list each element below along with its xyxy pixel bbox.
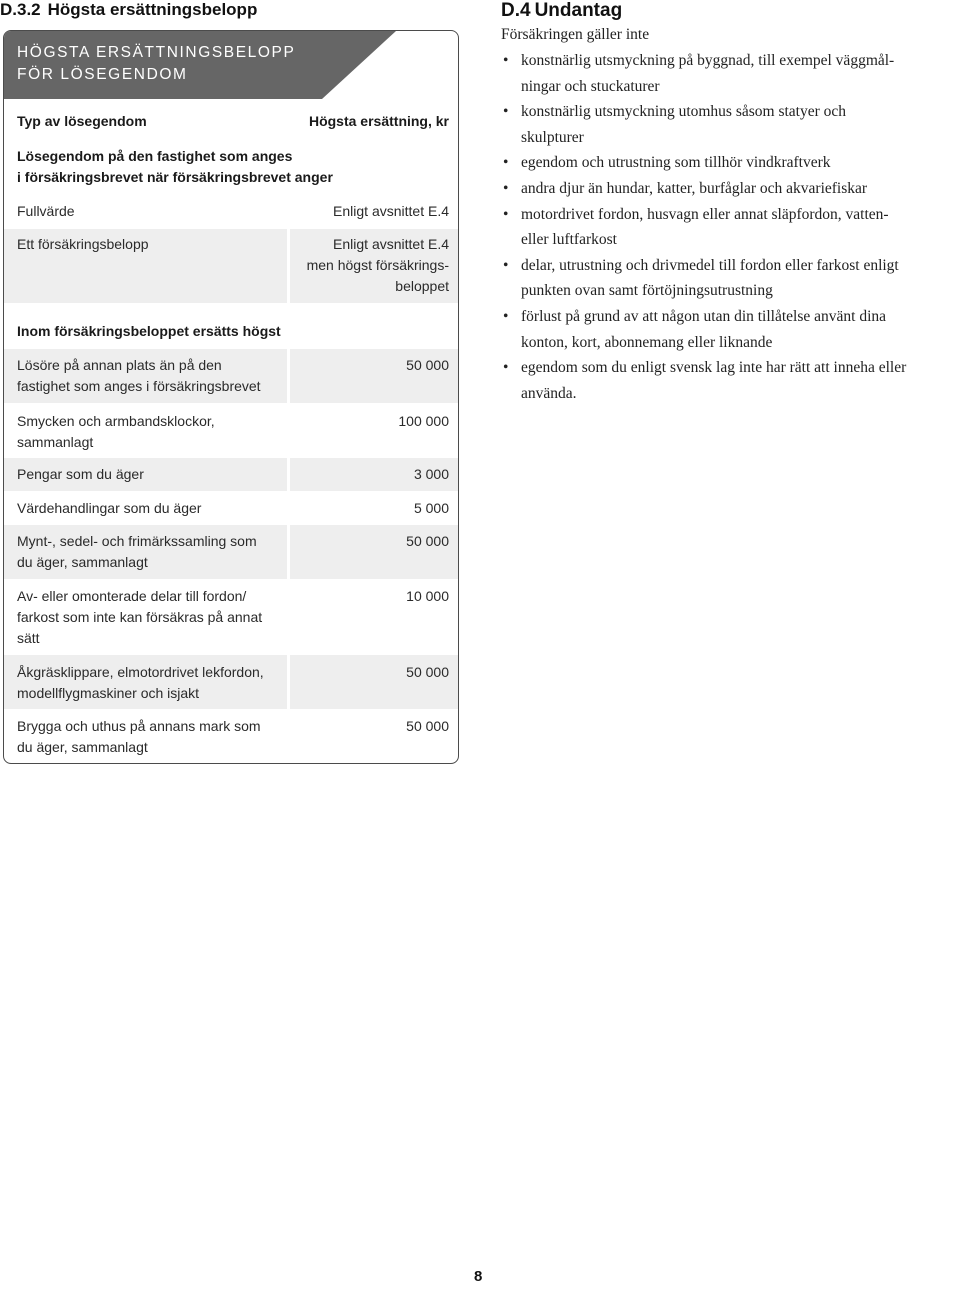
list-item-line: konstnärlig utsmyckning på byggnad, till exempel väggmål- bbox=[521, 52, 895, 69]
row-fullvarde bbox=[4, 195, 459, 229]
losore-line-1: Lösöre på annan plats än på den bbox=[17, 357, 222, 373]
section-title: Högsta ersättningsbelopp bbox=[47, 0, 258, 19]
compensation-table bbox=[3, 30, 459, 764]
mynt-value: 50 000 bbox=[406, 533, 449, 549]
losegendom-label bbox=[17, 146, 457, 188]
brygga-label bbox=[17, 716, 285, 758]
list-item-line: punkten ovan samt förtöjningsutrustning bbox=[521, 282, 773, 300]
header-left: Typ av lösegendom bbox=[17, 113, 147, 129]
mynt-label bbox=[17, 531, 285, 573]
header-right: Högsta ersättning, kr bbox=[308, 113, 449, 129]
list-item-line: förlust på grund av att någon utan din tillåtelse använt dina bbox=[521, 307, 887, 325]
row-pengar bbox=[4, 458, 459, 491]
ett-value bbox=[249, 234, 449, 297]
list-item bbox=[501, 202, 960, 253]
row-ett-forsakringsbelopp bbox=[4, 229, 459, 303]
undantag-number: D.4 bbox=[501, 0, 531, 21]
list-item bbox=[501, 150, 960, 176]
brygga-line-2: du äger, sammanlagt bbox=[17, 739, 148, 755]
smycken-line-1: Smycken och armbandsklockor, bbox=[17, 413, 215, 429]
mynt-line-1: Mynt-, sedel- och frimärkssamling som bbox=[17, 533, 257, 549]
pengar-label: Pengar som du äger bbox=[17, 466, 144, 482]
list-item-line: eller luftfarkost bbox=[521, 231, 617, 249]
undantag-title: Undantag bbox=[534, 0, 623, 21]
undantag-intro: Försäkringen gäller inte bbox=[501, 26, 650, 43]
list-item bbox=[501, 253, 960, 304]
bullet-icon: • bbox=[503, 154, 509, 172]
list-item-line: motordrivet fordon, husvagn eller annat släpfordon, vatten- bbox=[521, 205, 889, 223]
page-number: 8 bbox=[474, 1268, 483, 1285]
varde-label: Värdehandlingar som du äger bbox=[17, 500, 202, 516]
list-item-line: konton, kort, abonnemang eller liknande bbox=[521, 333, 773, 351]
undantag-list bbox=[501, 48, 960, 406]
list-item bbox=[501, 176, 960, 202]
list-item bbox=[501, 355, 960, 406]
banner-line-1: HÖGSTA ERSÄTTNINGSBELOPP bbox=[17, 44, 296, 61]
varde-value: 5 000 bbox=[413, 500, 449, 516]
ett-value-line-1: Enligt avsnittet E.4 bbox=[333, 236, 449, 252]
row-smycken bbox=[4, 403, 459, 458]
delar-line-3: sätt bbox=[17, 630, 40, 646]
smycken-line-2: sammanlagt bbox=[17, 434, 94, 450]
list-item bbox=[501, 48, 960, 99]
losegendom-line-2: i försäkringsbrevet när försäkringsbrevet anger bbox=[17, 169, 333, 185]
ak-line-1: Åkgräsklippare, elmotordrivet lekfordon, bbox=[17, 664, 264, 680]
ak-label bbox=[17, 662, 285, 704]
ett-label: Ett försäkringsbelopp bbox=[17, 236, 149, 252]
table-banner-title bbox=[17, 42, 295, 86]
list-item-line: konstnärlig utsmyckning utomhus såsom statyer och bbox=[521, 103, 847, 121]
bullet-icon: • bbox=[503, 307, 509, 325]
bullet-icon: • bbox=[503, 179, 509, 197]
ett-value-line-3: beloppet bbox=[395, 278, 449, 294]
list-item bbox=[501, 99, 960, 150]
losore-line-2: fastighet som anges i försäkringsbrevet bbox=[17, 378, 261, 394]
row-losegendom bbox=[4, 146, 459, 190]
bullet-icon: • bbox=[503, 103, 509, 121]
section-heading bbox=[0, 0, 257, 20]
list-item-line: egendom som du enligt svensk lag inte har rätt att inneha eller bbox=[521, 359, 907, 377]
losegendom-line-1: Lösegendom på den fastighet som anges bbox=[17, 148, 293, 164]
section-number: D.3.2 bbox=[0, 0, 41, 19]
brygga-line-1: Brygga och uthus på annans mark som bbox=[17, 718, 261, 734]
brygga-value: 50 000 bbox=[406, 718, 449, 734]
delar-line-1: Av- eller omonterade delar till fordon/ bbox=[17, 588, 247, 604]
losore-value: 50 000 bbox=[406, 357, 449, 373]
delar-label bbox=[17, 586, 285, 649]
row-brygga bbox=[4, 709, 459, 763]
smycken-value: 100 000 bbox=[398, 413, 449, 429]
row-vardehandlingar bbox=[4, 491, 459, 525]
losore-label bbox=[17, 355, 285, 397]
row-akgrasklippare bbox=[4, 655, 459, 709]
bullet-icon: • bbox=[503, 205, 509, 223]
mynt-line-2: du äger, sammanlagt bbox=[17, 554, 148, 570]
banner-line-2: FÖR LÖSEGENDOM bbox=[17, 66, 188, 83]
list-item-line: skulpturer bbox=[521, 128, 584, 146]
list-item-line: andra djur än hundar, katter, burfåglar och akvariefiskar bbox=[521, 179, 868, 197]
table-header-row bbox=[4, 111, 459, 135]
bullet-icon: • bbox=[503, 256, 509, 274]
delar-line-2: farkost som inte kan försäkras på annat bbox=[17, 609, 263, 625]
list-item bbox=[501, 304, 960, 355]
ak-value: 50 000 bbox=[406, 664, 449, 680]
inom-heading: Inom försäkringsbeloppet ersätts högst bbox=[17, 323, 281, 339]
fullvarde-label: Fullvärde bbox=[17, 203, 75, 219]
row-mynt bbox=[4, 525, 459, 579]
list-item-line: egendom och utrustning som tillhör vindkraftverk bbox=[521, 154, 831, 172]
list-item-line: använda. bbox=[521, 384, 577, 402]
list-item-line: ningar och stuckaturer bbox=[521, 77, 660, 95]
list-item-line: delar, utrustning och drivmedel till fordon eller farkost enligt bbox=[521, 256, 899, 274]
bullet-icon: • bbox=[503, 359, 509, 377]
smycken-label bbox=[17, 411, 285, 453]
bullet-icon: • bbox=[503, 52, 509, 69]
row-losore bbox=[4, 349, 459, 403]
undantag-heading bbox=[501, 0, 622, 22]
row-inom-heading bbox=[4, 316, 459, 344]
ett-value-line-2: men högst försäkrings- bbox=[306, 257, 449, 273]
pengar-value: 3 000 bbox=[413, 466, 449, 482]
delar-value: 10 000 bbox=[406, 588, 449, 604]
row-delar bbox=[4, 579, 459, 655]
fullvarde-value: Enligt avsnittet E.4 bbox=[333, 203, 449, 219]
ak-line-2: modellflygmaskiner och isjakt bbox=[17, 685, 200, 701]
